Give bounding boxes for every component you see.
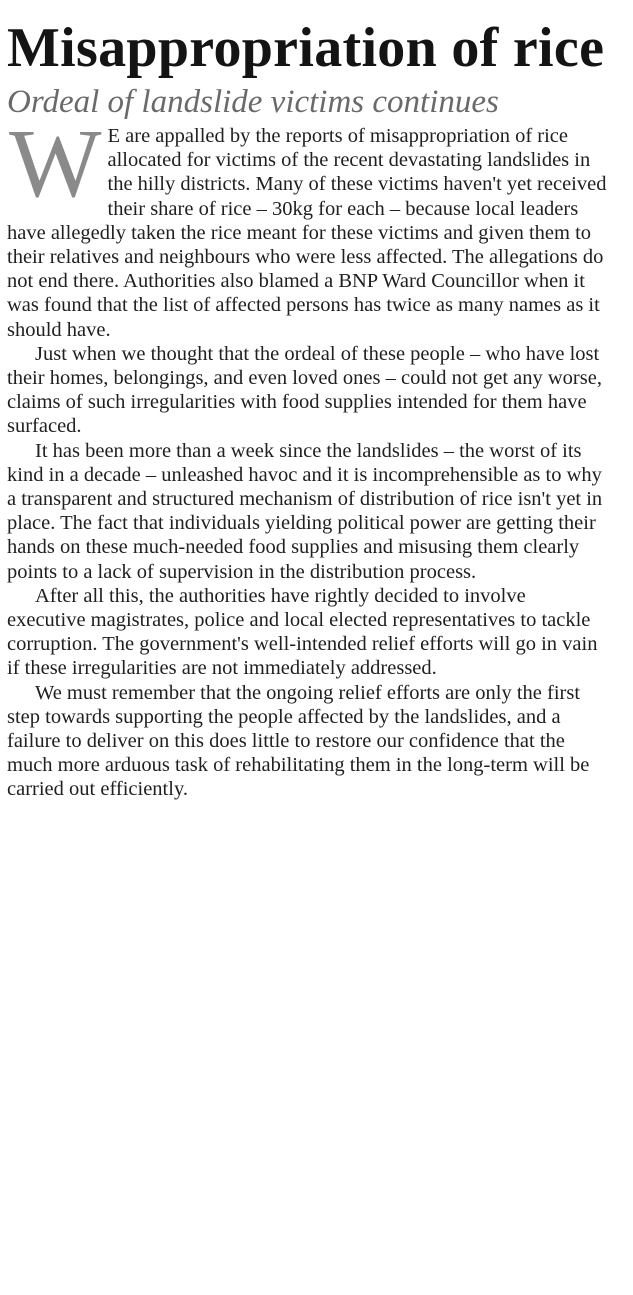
- paragraph-1: [7, 110, 607, 342]
- subheadline: Ordeal of landslide victims continues: [7, 84, 499, 120]
- drop-cap: W: [9, 110, 102, 218]
- headline: Misappropriation of rice: [7, 17, 605, 79]
- paragraph-3: It has been more than a week since the landslides – the worst of its kind in a decade – unleashed havoc and it is incomprehensible as to why a transparent and structured mechanism of distribution of rice isn't yet in place. The fact that individuals yielding political power are getting their hands on these much-needed food supplies and misusing them clearly points to a lack of supervision in the distribution process.: [7, 439, 603, 583]
- article-body: [7, 110, 607, 802]
- paragraph-1-text: E are appalled by the reports of misappropriation of rice allocated for victims of the recent devastating landslides in the hilly districts. Many of these victims haven't yet received their share of rice – 30kg for each – because local leaders have allegedly taken the rice meant for these victims and given them to their relatives and neighbours who were less affected. The allegations do not end there. Authorities also blamed a BNP Ward Councillor when it was found that the list of affected persons has twice as many names as it should have.: [7, 125, 607, 341]
- paragraph-5: We must remember that the ongoing relief efforts are only the first step towards supporting the people affected by the landslides, and a failure to deliver on this does little to restore our confidence that the much more arduous task of rehabilitating them in the long-term will be carried out efficiently.: [7, 681, 590, 801]
- paragraph-2: Just when we thought that the ordeal of these people – who have lost their homes, belongings, and even loved ones – could not get any worse, claims of such irregularities with food supplies intended for them have surfaced.: [7, 342, 602, 438]
- editorial-article: [7, 16, 607, 802]
- paragraph-4: After all this, the authorities have rightly decided to involve executive magistrates, police and local elected representatives to tackle corruption. The government's well-intended relief efforts will go in vain if these irregularities are not immediately addressed.: [7, 584, 598, 680]
